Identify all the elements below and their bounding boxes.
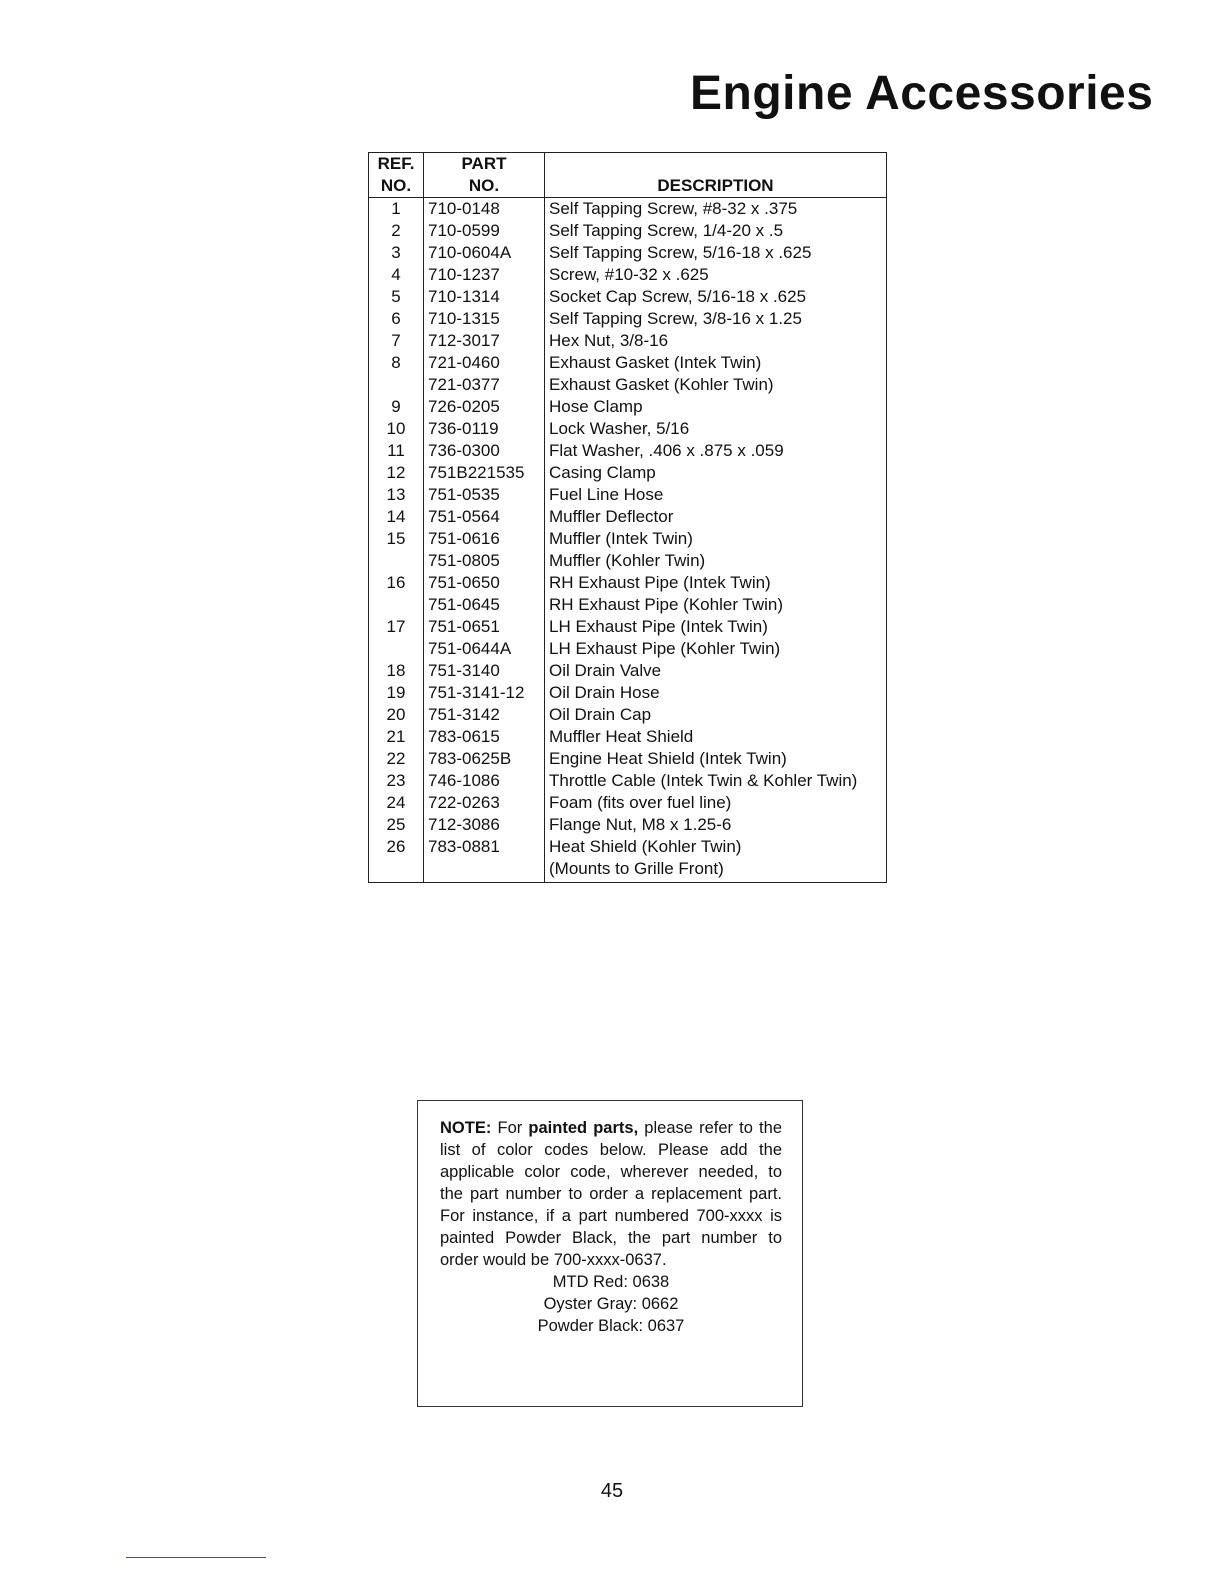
parts-table-body — [369, 198, 887, 883]
table-row — [369, 308, 887, 330]
page-title: Engine Accessories — [690, 67, 1154, 120]
part-no-cell: 783-0881 — [424, 836, 545, 858]
page-number: 45 — [600, 1480, 624, 1502]
note-paragraph — [440, 1117, 782, 1271]
ref-no-cell: 3 — [369, 242, 424, 264]
table-row — [369, 836, 887, 858]
ref-no-cell: 13 — [369, 484, 424, 506]
table-row — [369, 858, 887, 883]
part-no-cell: 751-3142 — [424, 704, 545, 726]
description-cell: Socket Cap Screw, 5/16-18 x .625 — [549, 287, 807, 306]
description-cell: Oil Drain Valve — [549, 661, 662, 680]
description-cell: Flat Washer, .406 x .875 x .059 — [549, 441, 784, 460]
description-cell: Muffler Deflector — [549, 507, 674, 526]
part-no-cell: 710-0604A — [424, 242, 545, 264]
part-no-cell: 712-3086 — [424, 814, 545, 836]
part-no-cell: 712-3017 — [424, 330, 545, 352]
part-no-cell: 751-0645 — [424, 594, 545, 616]
table-row — [369, 462, 887, 484]
table-row — [369, 594, 887, 616]
ref-no-cell: 24 — [369, 792, 424, 814]
table-row — [369, 638, 887, 660]
ref-no-header — [369, 153, 424, 198]
footer-rule — [126, 1557, 266, 1558]
color-code-mtd-red: MTD Red: 0638 — [552, 1273, 670, 1291]
painted-parts-note — [417, 1100, 803, 1407]
part-no-cell: 751-0616 — [424, 528, 545, 550]
ref-no-cell: 14 — [369, 506, 424, 528]
ref-no-cell: 22 — [369, 748, 424, 770]
ref-no-cell: 18 — [369, 660, 424, 682]
ref-no-cell: 12 — [369, 462, 424, 484]
part-no-cell: 721-0460 — [424, 352, 545, 374]
part-header-line2: NO. — [468, 176, 500, 195]
part-no-cell: 710-1314 — [424, 286, 545, 308]
description-cell: LH Exhaust Pipe (Intek Twin) — [549, 617, 768, 636]
part-no-cell: 783-0625B — [424, 748, 545, 770]
ref-no-cell: 4 — [369, 264, 424, 286]
description-cell: RH Exhaust Pipe (Intek Twin) — [549, 573, 771, 592]
ref-no-cell: 17 — [369, 616, 424, 638]
description-cell: Lock Washer, 5/16 — [549, 419, 690, 438]
description-cell: Self Tapping Screw, 1/4-20 x .5 — [549, 221, 784, 240]
table-row — [369, 286, 887, 308]
description-cell: (Mounts to Grille Front) — [549, 859, 724, 878]
description-cell: RH Exhaust Pipe (Kohler Twin) — [549, 595, 784, 614]
table-row — [369, 484, 887, 506]
part-no-cell: 751-0535 — [424, 484, 545, 506]
part-no-cell: 751B221535 — [424, 462, 545, 484]
table-row — [369, 704, 887, 726]
table-row — [369, 198, 887, 221]
ref-header-line2: NO. — [380, 176, 412, 195]
part-no-cell: 751-0650 — [424, 572, 545, 594]
note-emphasis: painted parts, — [528, 1119, 639, 1137]
part-no-cell: 751-0651 — [424, 616, 545, 638]
description-cell: Hose Clamp — [549, 397, 643, 416]
description-cell: Self Tapping Screw, 5/16-18 x .625 — [549, 243, 812, 262]
part-header-line1: PART — [461, 154, 507, 173]
ref-no-cell — [369, 858, 424, 883]
table-row — [369, 528, 887, 550]
description-cell: Casing Clamp — [549, 463, 656, 482]
ref-no-cell: 15 — [369, 528, 424, 550]
description-cell: Fuel Line Hose — [549, 485, 664, 504]
description-cell: Oil Drain Cap — [549, 705, 652, 724]
ref-no-cell: 16 — [369, 572, 424, 594]
description-cell: Throttle Cable (Intek Twin & Kohler Twin) — [549, 771, 858, 790]
table-row — [369, 330, 887, 352]
note-body: please refer to the list of color codes below. Please add the applicable color code, wherever needed, to the part number to order a replacement part. For instance, if a part numbered 700-xxxx is painted Powder Black, the part number to order would be 700-xxxx-0637. — [440, 1119, 782, 1269]
part-no-cell: 783-0615 — [424, 726, 545, 748]
ref-no-cell — [369, 638, 424, 660]
ref-no-cell: 21 — [369, 726, 424, 748]
part-no-cell: 751-0644A — [424, 638, 545, 660]
ref-no-cell: 7 — [369, 330, 424, 352]
ref-no-cell — [369, 594, 424, 616]
description-cell: Flange Nut, M8 x 1.25-6 — [549, 815, 732, 834]
description-header: DESCRIPTION — [545, 153, 887, 198]
ref-no-cell: 9 — [369, 396, 424, 418]
ref-no-cell — [369, 374, 424, 396]
table-row — [369, 572, 887, 594]
description-cell: Screw, #10-32 x .625 — [549, 265, 709, 284]
description-cell: Heat Shield (Kohler Twin) — [549, 837, 742, 856]
ref-no-cell: 1 — [369, 198, 424, 221]
table-row — [369, 792, 887, 814]
part-no-cell: 746-1086 — [424, 770, 545, 792]
description-cell: Oil Drain Hose — [549, 683, 660, 702]
description-cell: Self Tapping Screw, #8-32 x .375 — [549, 199, 798, 218]
table-row — [369, 814, 887, 836]
table-row — [369, 242, 887, 264]
table-row — [369, 506, 887, 528]
table-header-row — [369, 153, 887, 198]
part-no-cell: 710-0148 — [424, 198, 545, 221]
table-row — [369, 374, 887, 396]
part-no-cell: 751-3141-12 — [424, 682, 545, 704]
ref-no-cell: 8 — [369, 352, 424, 374]
table-row — [369, 220, 887, 242]
table-row — [369, 770, 887, 792]
part-no-cell: 710-1237 — [424, 264, 545, 286]
part-no-cell — [424, 858, 545, 883]
ref-no-cell: 11 — [369, 440, 424, 462]
part-no-cell: 736-0300 — [424, 440, 545, 462]
description-cell: Muffler Heat Shield — [549, 727, 694, 746]
part-no-cell: 726-0205 — [424, 396, 545, 418]
ref-no-cell: 5 — [369, 286, 424, 308]
ref-no-cell: 19 — [369, 682, 424, 704]
part-no-cell: 751-3140 — [424, 660, 545, 682]
part-no-cell: 722-0263 — [424, 792, 545, 814]
description-cell: Engine Heat Shield (Intek Twin) — [549, 749, 787, 768]
description-cell: Muffler (Kohler Twin) — [549, 551, 706, 570]
description-cell: LH Exhaust Pipe (Kohler Twin) — [549, 639, 781, 658]
color-code-powder-black: Powder Black: 0637 — [537, 1317, 685, 1335]
ref-no-cell: 23 — [369, 770, 424, 792]
color-code-list — [440, 1271, 782, 1337]
description-cell: Foam (fits over fuel line) — [549, 793, 732, 812]
description-cell: Self Tapping Screw, 3/8-16 x 1.25 — [549, 309, 802, 328]
ref-no-cell: 25 — [369, 814, 424, 836]
ref-no-cell: 2 — [369, 220, 424, 242]
part-no-cell: 721-0377 — [424, 374, 545, 396]
parts-table — [368, 152, 887, 883]
ref-no-cell: 20 — [369, 704, 424, 726]
ref-no-cell: 6 — [369, 308, 424, 330]
description-cell: Exhaust Gasket (Intek Twin) — [549, 353, 762, 372]
part-no-header — [424, 153, 545, 198]
table-row — [369, 352, 887, 374]
part-no-cell: 710-1315 — [424, 308, 545, 330]
note-label: NOTE: — [440, 1119, 492, 1137]
color-code-oyster-gray: Oyster Gray: 0662 — [543, 1295, 679, 1313]
table-row — [369, 748, 887, 770]
part-no-cell: 751-0564 — [424, 506, 545, 528]
part-no-cell: 710-0599 — [424, 220, 545, 242]
table-row — [369, 726, 887, 748]
part-no-cell: 736-0119 — [424, 418, 545, 440]
description-cell: Hex Nut, 3/8-16 — [549, 331, 669, 350]
part-no-cell: 751-0805 — [424, 550, 545, 572]
description-cell: Muffler (Intek Twin) — [549, 529, 693, 548]
table-row — [369, 418, 887, 440]
ref-no-cell: 10 — [369, 418, 424, 440]
ref-header-line1: REF. — [377, 154, 415, 173]
table-row — [369, 396, 887, 418]
table-row — [369, 682, 887, 704]
ref-no-cell — [369, 550, 424, 572]
description-cell: Exhaust Gasket (Kohler Twin) — [549, 375, 774, 394]
table-row — [369, 264, 887, 286]
note-lead: For — [491, 1119, 529, 1137]
ref-no-cell: 26 — [369, 836, 424, 858]
table-row — [369, 660, 887, 682]
table-row — [369, 550, 887, 572]
table-row — [369, 440, 887, 462]
table-row — [369, 616, 887, 638]
